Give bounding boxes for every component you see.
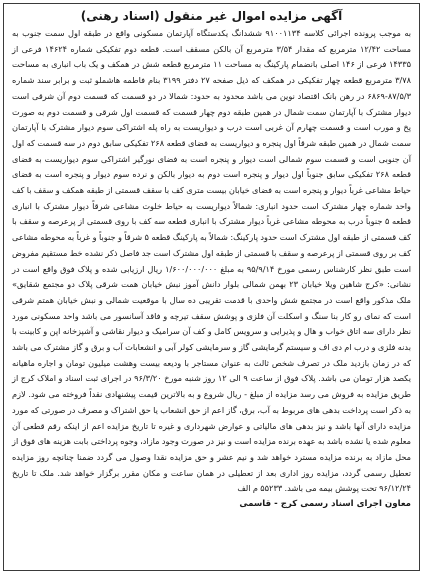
notice-body: به موجب پرونده اجرائی کلاسه ۹۱۰۰۱۱۳۴ ششدانگ یکدستگاه آپارتمان مسکونی واقع در طبقه اول سمت جنوب به مساحت ۱۲/۴۲ مترمربع که مقدار ۳/۵۴ مترمربع آن بالکن مسقف است. قطعه دوم تفکیکی شماره ۱۴۶۲۴ فرعی از ۱۴۳۳۵ فرعی از ۱۴۶ اصلی بانضمام پارکینگ به مساحت ۱۱ مترمربع قطعه شش در همکف و یک باب انباری به مساحت ۳/۷۸ مترمربع قطعه چهار تفکیکی در همکف که ذیل صفحه ۲۷ دفتر ۳۱۹۹ بنام فاطمه هاشملو ثبت و برابر سند شماره ۸۷/۵/۳-۶۸۶۹ در رهن بانک اقتصاد نوین می باشد محدود به حدود: شمالا در دو قسمت که قسمت دوم آن شرقی است دیوار مشترک با آپارتمان سمت شمال در همین طبقه دوم چهار قسمت که قسمت اول شرقی و قسمت دوم به صورت پخ و مورب است و قسمت چهارم آن غربی است درب و دیواریست به راه پله اشتراکی سوم دیوار مشترک با آپارتمان سمت شمال در همین طبقه شرقاً اول پنجره و دیواریست به فضای قطعه ۲۶۸ تفکیکی سابق دوم در سه قسمت که اول آن جنوبی است و قسمت سوم شمالی است دیوار و پنجره است به فضای نورگیر اشتراکی سوم دیواریست به فضای قطعه ۲۶۸ تفکیکی سابق جنوباً اول دیوار و پنجره است دوم به دیوار بالکن و نرده سوم دیوار و پنجره است به فضای حیاط مشاعی غرباً دیوار و پنجره است به فضای خیابان بیست متری کف با سقف قسمتی از طبقه همکف و سقف با کف واحد شماره چهار مشترک است حدود انباری: شمالاً دیواریست به حیاط خلوت مشاعی شرقاً دیوار مشترک با انباری قطعه ۵ جنوباً درب به محوطه مشاعی غرباً دیوار مشترک با انباری قطعه سه کف با روی قسمتی از پرعرصه و سقف با کف قسمتی از طبقه اول مشترک است حدود پارکینگ: شمالاً به پارکینگ قطعه ۵ شرقاً و جنوباً و غرباً به محوطه مشاعی کف بر روی قسمتی از پرعرصه و سقف با قسمتی از طبقه اول مشترک است جد فاصل ذکر نشده خط مستقیم مفروض است طبق نظر کارشناس رسمی مورخ ۹۵/۹/۱۴ به مبلغ ۱/۶۰۰/۰۰۰/۰۰۰ ریال ارزیابی شده و پلاک فوق واقع است در نشانی: «کرج شاهین ویلا خیابان ۲۳ بهمن شمالی بلوار دانش آموز نبش خیابان همت شرقی پلاک دو مجتمع شقایق» ملک مذکور واقع است در مجتمع شش واحدی با قدمت تقریبی ده سال با موقعیت شمالی و نبش خیابان همتم شرقی است که نمای رو کار بنا سنگ و اسکلت آن فلزی و پوشش سقف تیرچه و فاقد آسانسور می باشد واحد مسکونی مورد نظر دارای سه اتاق خواب و هال و پذیرایی و سرویس کامل و کف آن سرامیک و دیوار نقاشی و آشپزخانه اپن و کابینت با بدنه فلزی و درب ام دی اف و سیستم گرمایشی گاز و سرمایشی کولر آبی و انشعابات آب و برق و گاز مشترک می باشد که در زمان بازدید ملک در تصرف شخص ثالث به عنوان مستاجر با ودیعه بیست وهشت میلیون تومان و اجاره ماهیانه یکصد هزار تومان می باشد. پلاک فوق از ساعت ۹ الی ۱۲ روز شنبه مورخ ۹۶/۳/۲۰ در اجرای ثبت اسناد و املاک کرج از طریق مزایده به فروش می رسد مزایده از مبلغ - ریال شروع و به بالاترین قیمت پیشنهادی نقداً فروخته می شود. لازم به ذکر است پرداخت بدهی های مربوط به آب، برق، گاز اعم از حق انشعاب یا حق اشتراک و مصرف در صورتی که مورد مزایده دارای آنها باشد و نیز بدهی های مالیاتی و عوارض شهرداری و غیره تا تاریخ مزایده اعم از اینکه رقم قطعی آن معلوم شده یا نشده باشد به عهده برنده مزایده است و نیز در صورت وجود مازاد، وجوه پرداختی بابت هزینه های فوق از محل مازاد به برنده مزایده مسترد خواهد شد و نیم عشر و حق مزایده نقدا وصول می گردد ضمنا چنانچه روز مزایده تعطیل رسمی گردد، مزایده روز اداری بعد از تعطیلی در همان ساعت و مکان مقرر برگزار خواهد شد. ملک تا تاریخ ۹۶/۱۲/۲۴ تحت پوشش بیمه می باشد. ۵۵۲۳۳ م الف: [12, 28, 412, 494]
notice-signature: معاون اجرای اسناد رسمی کرج - قاسمی: [239, 499, 411, 510]
notice-title: آگهی مزایده اموال غیر منقول (اسناد رهنی): [80, 9, 343, 23]
auction-notice: [3, 3, 420, 571]
